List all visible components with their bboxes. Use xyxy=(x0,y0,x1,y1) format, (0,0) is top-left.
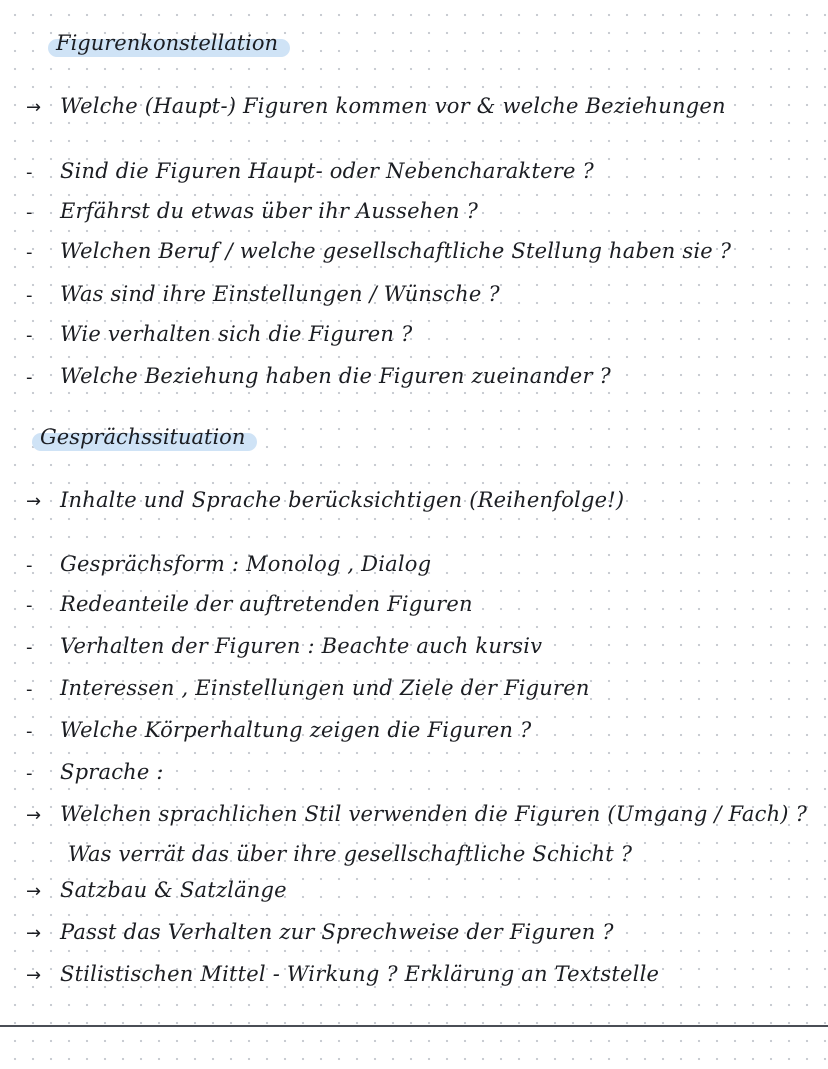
arrow-icon: → xyxy=(26,97,42,118)
dash-bullet: - xyxy=(26,162,33,183)
dash-bullet: - xyxy=(26,555,33,576)
list-item: - Welchen Beruf / welche gesellschaftliche Stellung haben sie ? xyxy=(26,237,731,267)
dash-bullet: - xyxy=(26,242,33,263)
section-heading-figurenkonstellation: Figurenkonstellation xyxy=(56,30,278,56)
arrow-icon: → xyxy=(26,491,42,512)
list-item: - Welche Körperhaltung zeigen die Figuren ? xyxy=(26,716,531,746)
dash-bullet: - xyxy=(26,763,33,784)
intro-line: → Welche (Haupt-) Figuren kommen vor & welche Beziehungen xyxy=(26,92,726,122)
list-item: Was verrät das über ihre gesellschaftliche Schicht ? xyxy=(68,842,633,866)
arrow-icon: → xyxy=(26,805,42,826)
list-item: - Redeanteile der auftretenden Figuren xyxy=(26,590,473,620)
arrow-icon: → xyxy=(26,965,42,986)
dash-bullet: - xyxy=(26,202,33,223)
page-divider xyxy=(0,1025,828,1027)
list-item: - Sprache : xyxy=(26,758,164,788)
intro-line: → Inhalte und Sprache berücksichtigen (Reihenfolge!) xyxy=(26,486,624,516)
list-item: - Erfährst du etwas über ihr Aussehen ? xyxy=(26,197,478,227)
dash-bullet: - xyxy=(26,325,33,346)
dash-bullet: - xyxy=(26,285,33,306)
dash-bullet: - xyxy=(26,679,33,700)
dash-bullet: - xyxy=(26,367,33,388)
list-item: - Interessen , Einstellungen und Ziele der Figuren xyxy=(26,674,590,704)
list-item: - Gesprächsform : Monolog , Dialog xyxy=(26,550,431,580)
arrow-icon: → xyxy=(26,881,42,902)
list-item: - Wie verhalten sich die Figuren ? xyxy=(26,320,413,350)
list-item: - Welche Beziehung haben die Figuren zueinander ? xyxy=(26,362,611,392)
dash-bullet: - xyxy=(26,637,33,658)
dash-bullet: - xyxy=(26,721,33,742)
list-item: → Stilistischen Mittel - Wirkung ? Erklärung an Textstelle xyxy=(26,960,659,990)
list-item: - Was sind ihre Einstellungen / Wünsche ? xyxy=(26,280,500,310)
list-item: → Welchen sprachlichen Stil verwenden die Figuren (Umgang / Fach) ? xyxy=(26,800,807,830)
dash-bullet: - xyxy=(26,595,33,616)
list-item: → Passt das Verhalten zur Sprechweise der Figuren ? xyxy=(26,918,614,948)
list-item: - Verhalten der Figuren : Beachte auch kursiv xyxy=(26,632,542,662)
list-item: → Satzbau & Satzlänge xyxy=(26,876,287,906)
list-item: - Sind die Figuren Haupt- oder Nebencharaktere ? xyxy=(26,157,594,187)
section-heading-gespraechssituation: Gesprächssituation xyxy=(40,424,245,450)
arrow-icon: → xyxy=(26,923,42,944)
